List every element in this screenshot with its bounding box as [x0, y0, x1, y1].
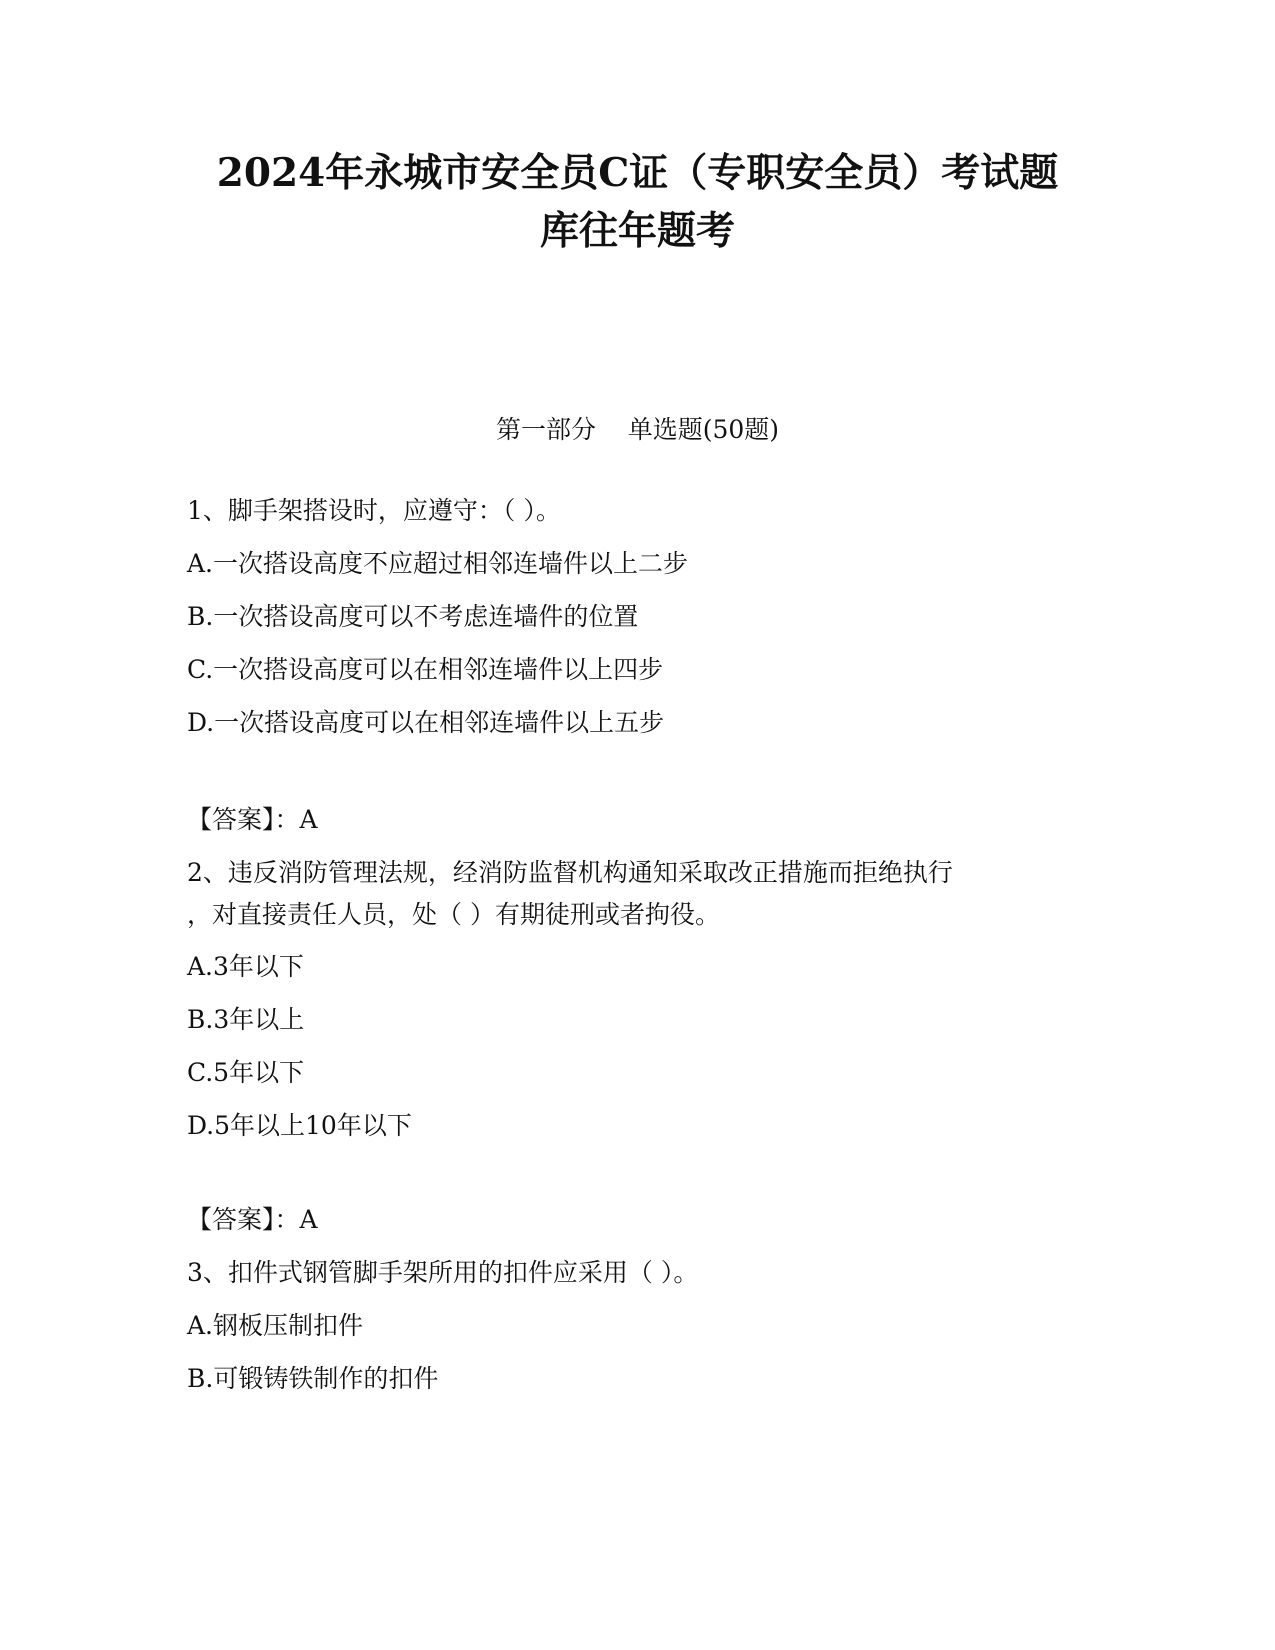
question-1-answer: 【答案】：A: [187, 805, 318, 834]
question-1-stem: 1、脚手架搭设时，应遵守：（ ）。: [187, 496, 561, 525]
document-title: [150, 144, 1125, 260]
question-3-stem: 3、扣件式钢管脚手架所用的扣件应采用（ ）。: [187, 1258, 699, 1287]
question-2-option-b: B.3年以上: [187, 1005, 305, 1034]
question-2-option-a: A.3年以下: [187, 952, 304, 981]
document-title-line-1: 2024年永城市安全员C证（专职安全员）考试题: [216, 150, 1059, 196]
question-1-option-c: C.一次搭设高度可以在相邻连墙件以上四步: [187, 655, 664, 684]
question-3-option-a: A.钢板压制扣件: [187, 1311, 364, 1340]
question-2-option-d: D.5年以上10年以下: [187, 1111, 412, 1140]
question-2-stem-line-1: 2、违反消防管理法规，经消防监督机构通知采取改正措施而拒绝执行: [187, 858, 953, 887]
question-2-option-c: C.5年以下: [187, 1058, 305, 1087]
section-heading: 第一部分 单选题(50题): [495, 415, 780, 444]
document-title-line-2: 库往年题考: [539, 208, 735, 254]
question-1-option-d: D.一次搭设高度可以在相邻连墙件以上五步: [187, 708, 665, 737]
question-1-option-b: B.一次搭设高度可以不考虑连墙件的位置: [187, 602, 639, 631]
question-3-option-b: B.可锻铸铁制作的扣件: [187, 1364, 439, 1393]
question-1-option-a: A.一次搭设高度不应超过相邻连墙件以上二步: [187, 549, 689, 578]
question-2-stem-line-2: ，对直接责任人员，处（ ）有期徒刑或者拘役。: [187, 900, 720, 929]
question-2-answer: 【答案】：A: [187, 1205, 318, 1234]
